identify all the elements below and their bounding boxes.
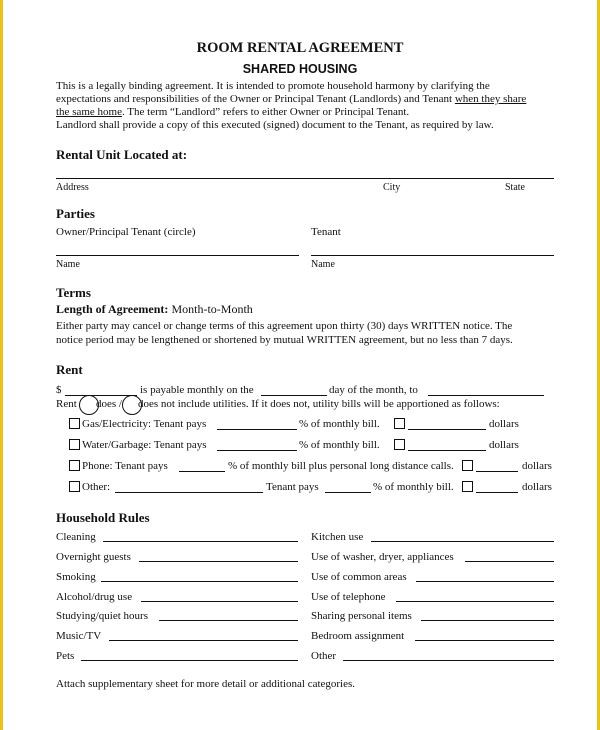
water-checkbox[interactable]	[69, 439, 80, 450]
water-pct-text: % of monthly bill.	[299, 439, 380, 451]
gas-label: Gas/Electricity: Tenant pays	[82, 418, 207, 430]
water-dollars-checkbox[interactable]	[394, 439, 405, 450]
gas-dollars-line[interactable]	[408, 429, 486, 430]
other-pct-text: % of monthly bill.	[373, 481, 454, 493]
intro-line-1: This is a legally binding agreement. It is intended to promote household harmony by clarifying the	[56, 80, 490, 92]
rule-label-right: Kitchen use	[311, 531, 364, 543]
state-label: State	[505, 182, 525, 193]
rule-label-right: Other	[311, 650, 337, 662]
tenant-name-label: Name	[311, 259, 335, 270]
other-checkbox[interactable]	[69, 481, 80, 492]
rental-unit-heading: Rental Unit Located at:	[56, 147, 188, 162]
tenant-name-line[interactable]	[311, 255, 554, 256]
water-label: Water/Garbage: Tenant pays	[82, 439, 207, 451]
terms-heading: Terms	[56, 285, 91, 300]
household-rules-heading: Household Rules	[56, 510, 150, 525]
phone-label: Phone: Tenant pays	[82, 460, 168, 472]
rule-label-right: Use of telephone	[311, 591, 386, 603]
rule-label-right: Sharing personal items	[311, 610, 412, 622]
day-of-month-text: day of the month, to	[329, 384, 418, 396]
gas-dollars-checkbox[interactable]	[394, 418, 405, 429]
water-percent-line[interactable]	[217, 450, 297, 451]
phone-dollars-text: dollars	[522, 460, 552, 472]
rent-heading: Rent	[56, 362, 83, 377]
document-subtitle: SHARED HOUSING	[242, 62, 358, 76]
other-dollars-line[interactable]	[476, 492, 518, 493]
other-percent-line[interactable]	[325, 492, 371, 493]
water-dollars-line[interactable]	[408, 450, 486, 451]
rule-label-left: Overnight guests	[56, 551, 131, 563]
rule-label-left: Music/TV	[56, 630, 102, 642]
dollar-sign: $	[56, 384, 62, 396]
address-label: Address	[56, 182, 89, 193]
gas-percent-line[interactable]	[217, 429, 297, 430]
rule-field-right[interactable]	[421, 620, 554, 621]
rule-field-right[interactable]	[343, 660, 554, 661]
owner-label: Owner/Principal Tenant (circle)	[56, 226, 196, 238]
rule-field-left[interactable]	[103, 541, 298, 542]
rule-field-right[interactable]	[416, 581, 554, 582]
terms-line-1: Either party may cancel or change terms of this agreement upon thirty (30) days WRITTEN notice. The	[56, 320, 513, 332]
water-dollars-text: dollars	[489, 439, 519, 451]
gas-checkbox[interactable]	[69, 418, 80, 429]
rule-field-right[interactable]	[415, 640, 554, 641]
gas-dollars-text: dollars	[489, 418, 519, 430]
rule-label-left: Smoking	[56, 571, 96, 583]
phone-checkbox[interactable]	[69, 460, 80, 471]
other-label: Other:	[82, 481, 111, 493]
rule-field-right[interactable]	[465, 561, 554, 562]
rule-field-left[interactable]	[109, 640, 298, 641]
rent-day-line[interactable]	[261, 395, 327, 396]
rule-field-left[interactable]	[81, 660, 298, 661]
attach-note: Attach supplementary sheet for more detail or additional categories.	[56, 678, 356, 690]
rule-label-left: Alcohol/drug use	[56, 591, 133, 603]
rule-label-right: Use of common areas	[311, 571, 407, 583]
rule-field-left[interactable]	[101, 581, 298, 582]
tenant-label: Tenant	[311, 226, 341, 238]
intro-line-3: the same home. The term “Landlord” refers to either Owner or Principal Tenant.	[56, 106, 410, 118]
rent-word: Rent	[56, 398, 77, 410]
other-tenant-pays: Tenant pays	[266, 481, 319, 493]
document-title: ROOM RENTAL AGREEMENT	[196, 40, 404, 56]
rule-field-right[interactable]	[371, 541, 554, 542]
rule-field-right[interactable]	[396, 601, 554, 602]
length-of-agreement: Length of Agreement: Month-to-Month	[56, 302, 253, 316]
does-text: does /	[96, 398, 122, 410]
intro-line-2: expectations and responsibilities of the Owner or Principal Tenant (Landlords) and Tenant when they share	[56, 93, 527, 105]
owner-name-line[interactable]	[56, 255, 299, 256]
phone-dollars-line[interactable]	[476, 471, 518, 472]
rule-field-left[interactable]	[141, 601, 298, 602]
phone-dollars-checkbox[interactable]	[462, 460, 473, 471]
does-not-text: does not include utilities. If it does not, utility bills will be apportioned as follows:	[138, 398, 500, 410]
rule-label-right: Bedroom assignment	[311, 630, 405, 642]
rule-label-left: Cleaning	[56, 531, 96, 543]
rule-label-left: Pets	[56, 650, 75, 662]
rule-field-left[interactable]	[139, 561, 298, 562]
payable-text: is payable monthly on the	[140, 384, 254, 396]
document-page	[3, 0, 597, 730]
address-field-line[interactable]	[56, 178, 554, 179]
other-dollars-text: dollars	[522, 481, 552, 493]
parties-heading: Parties	[56, 206, 95, 221]
other-dollars-checkbox[interactable]	[462, 481, 473, 492]
terms-line-2: notice period may be lengthened or shortened by mutual WRITTEN agreement, but no less than 7 days.	[56, 334, 513, 346]
rule-field-left[interactable]	[159, 620, 298, 621]
rule-label-left: Studying/quiet hours	[56, 610, 148, 622]
phone-pct-text: % of monthly bill plus personal long distance calls.	[228, 460, 454, 472]
intro-line-4: Landlord shall provide a copy of this executed (signed) document to the Tenant, as required by law.	[56, 119, 494, 131]
city-label: City	[383, 182, 401, 193]
rent-payee-line[interactable]	[428, 395, 544, 396]
rule-label-right: Use of washer, dryer, appliances	[311, 551, 454, 563]
owner-name-label: Name	[56, 259, 80, 270]
other-description-line[interactable]	[115, 492, 263, 493]
gas-pct-text: % of monthly bill.	[299, 418, 380, 430]
phone-percent-line[interactable]	[179, 471, 225, 472]
